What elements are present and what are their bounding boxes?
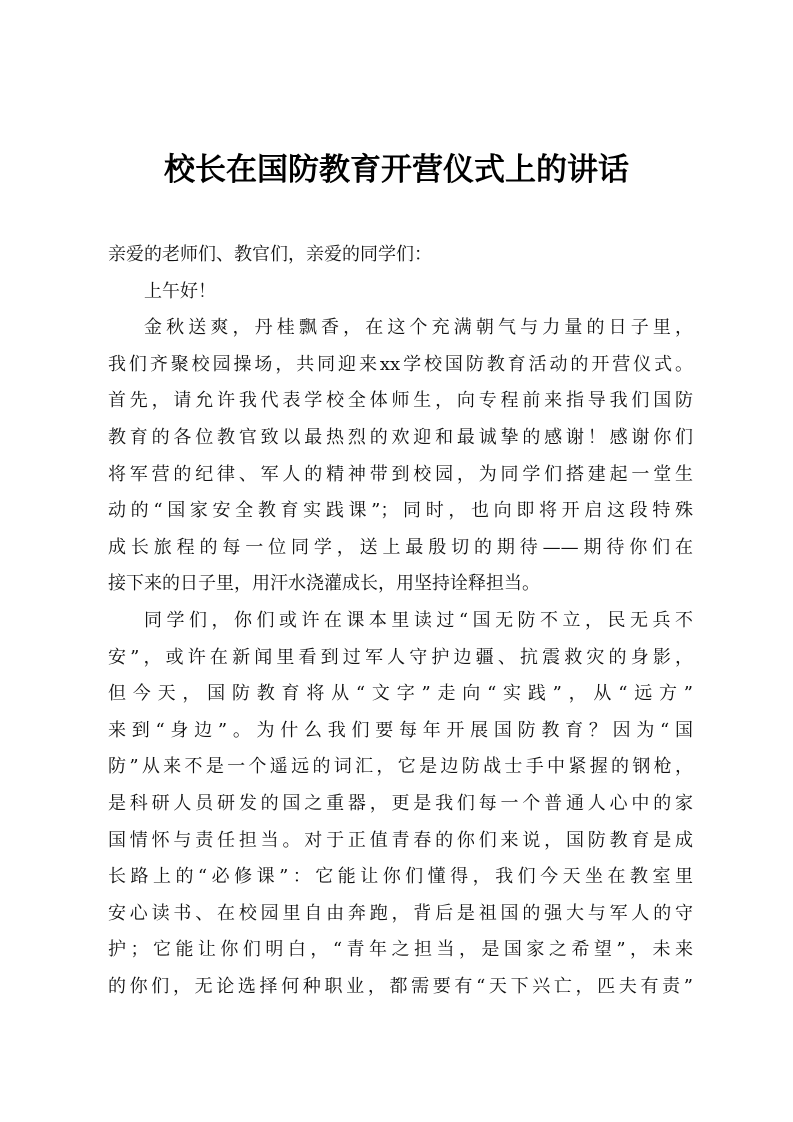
paragraph-1-line-1: 金秋送爽，丹桂飘香，在这个充满朝气与力量的日子里， <box>144 317 693 339</box>
paragraph-2-line-11: 的你们，无论选择何种职业，都需要有“天下兴亡，匹夫有责” <box>108 975 693 997</box>
paragraph-1-line-2: 我们齐聚校园操场，共同迎来xx学校国防教育活动的开营仪式。 <box>108 353 693 375</box>
paragraph-1-line-4: 教育的各位教官致以最热烈的欢迎和最诚挚的感谢！感谢你们 <box>108 426 693 448</box>
paragraph-2-line-3: 但今天，国防教育将从“文字”走向“实践”，从“远方” <box>108 683 693 705</box>
paragraph-2-line-9: 安心读书、在校园里自由奔跑，背后是祖国的强大与军人的守 <box>108 902 693 924</box>
paragraph-1-line-8: 接下来的日子里，用汗水浇灌成长，用坚持诠释担当。 <box>108 573 540 595</box>
speech-body <box>108 237 693 1005</box>
paragraph-2-line-5: 防”从来不是一个遥远的词汇，它是边防战士手中紧握的钢枪， <box>108 756 693 778</box>
paragraph-2-line-8: 长路上的“必修课”：它能让你们懂得，我们今天坐在教室里 <box>108 866 693 888</box>
paragraph-2-line-4: 来到“身边”。为什么我们要每年开展国防教育？因为“国 <box>108 719 693 741</box>
paragraph-1-line-7: 成长旅程的每一位同学，送上最殷切的期待——期待你们在 <box>108 536 693 558</box>
greeting-line: 上午好！ <box>144 280 216 302</box>
paragraph-2-line-10: 护；它能让你们明白，“青年之担当，是国家之希望”，未来 <box>108 939 693 961</box>
paragraph-1-line-3: 首先，请允许我代表学校全体师生，向专程前来指导我们国防 <box>108 390 693 412</box>
paragraph-2-line-2: 安”，或许在新闻里看到过军人守护边疆、抗震救灾的身影， <box>108 646 693 668</box>
paragraph-2-line-7: 国情怀与责任担当。对于正值青春的你们来说，国防教育是成 <box>108 829 693 851</box>
paragraph-2-line-6: 是科研人员研发的国之重器，更是我们每一个普通人心中的家 <box>108 792 693 814</box>
document-title: 校长在国防教育开营仪式上的讲话 <box>164 152 629 188</box>
salutation-line: 亲爱的老师们、教官们，亲爱的同学们： <box>108 244 432 265</box>
paragraph-1-line-5: 将军营的纪律、军人的精神带到校园，为同学们搭建起一堂生 <box>108 463 693 485</box>
paragraph-2-line-1: 同学们，你们或许在课本里读过“国无防不立，民无兵不 <box>144 609 693 631</box>
paragraph-1-line-6: 动的“国家安全教育实践课”；同时，也向即将开启这段特殊 <box>108 500 693 522</box>
